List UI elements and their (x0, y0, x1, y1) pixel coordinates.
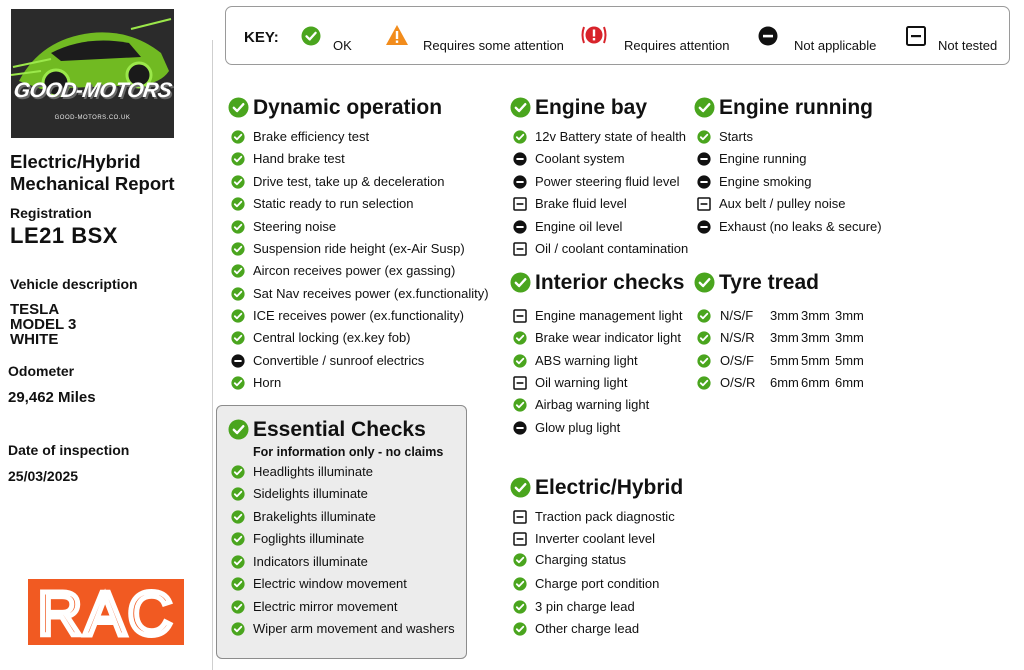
check-item-label: 12v Battery state of health (535, 129, 687, 144)
ok-icon (231, 600, 245, 617)
ok-icon (231, 287, 245, 304)
check-item-label: Engine smoking (719, 174, 812, 189)
ok-icon (510, 477, 531, 504)
check-item-label: Sidelights illuminate (253, 486, 368, 501)
check-item-label: ICE receives power (ex.functionality) (253, 308, 464, 323)
check-item-label: Glow plug light (535, 420, 621, 435)
tyre-position: N/S/F (720, 308, 754, 323)
report-title-line1: Electric/Hybrid (10, 151, 141, 172)
check-item-label: Brake wear indicator light (535, 330, 681, 345)
tyre-tread-depth: 6mm (801, 375, 830, 390)
ok-icon (231, 130, 245, 147)
check-item-label: ABS warning light (535, 353, 638, 368)
check-item-label: Oil warning light (535, 375, 628, 390)
ok-icon (513, 354, 527, 371)
vehicle-description-label: Vehicle description (10, 276, 138, 292)
not-tested-icon (697, 197, 711, 214)
registration-label: Registration (10, 205, 92, 221)
check-item-label: Airbag warning light (535, 397, 650, 412)
ok-icon (694, 97, 715, 124)
check-item-label: Exhaust (no leaks & secure) (719, 219, 882, 234)
ok-icon (697, 309, 711, 326)
not-tested-icon (513, 242, 527, 259)
report-title-line2: Mechanical Report (10, 173, 175, 194)
key-some-attention-label: Requires some attention (423, 38, 564, 53)
check-item-label: Steering noise (253, 219, 337, 234)
tyre-tread-depth: 5mm (801, 353, 830, 368)
tyre-position: N/S/R (720, 330, 755, 345)
ok-icon (513, 553, 527, 570)
odometer-label: Odometer (8, 363, 75, 379)
ok-icon (697, 376, 711, 393)
ok-icon (301, 26, 321, 51)
ok-icon (513, 600, 527, 617)
inspection-date-label: Date of inspection (8, 442, 130, 458)
tyre-tread-depth: 3mm (835, 330, 864, 345)
check-item-label: Foglights illuminate (253, 531, 365, 546)
not-applicable-icon (697, 220, 711, 237)
logo-tagline: GOOD-MOTORS.CO.UK (54, 115, 131, 121)
check-item-label: Power steering fluid level (535, 174, 680, 189)
check-item-label: Electric mirror movement (253, 599, 398, 614)
check-item-label: Brakelights illuminate (253, 509, 376, 524)
essential-checks-subtitle: For information only - no claims (253, 445, 444, 459)
check-item-label: Central locking (ex.key fob) (253, 330, 411, 345)
check-item-label: Other charge lead (535, 621, 640, 636)
ok-icon (694, 272, 715, 299)
not-applicable-icon (231, 354, 245, 371)
check-item-label: Aircon receives power (ex gassing) (253, 263, 456, 278)
not-applicable-icon (513, 175, 527, 192)
check-item-label: Aux belt / pulley noise (719, 196, 846, 211)
check-item-label: 3 pin charge lead (535, 599, 635, 614)
ok-icon (231, 242, 245, 259)
not-applicable-icon (513, 421, 527, 438)
ok-icon (513, 331, 527, 348)
tyre-tread-depth: 6mm (770, 375, 799, 390)
rac-logo-text: RAC (37, 580, 175, 645)
column-divider (212, 40, 213, 670)
warning-triangle-icon (385, 24, 409, 51)
tyre-tread-depth: 3mm (835, 308, 864, 323)
ok-icon (231, 376, 245, 393)
check-item-label: Engine management light (535, 308, 683, 323)
key-not-applicable-label: Not applicable (794, 38, 877, 53)
vehicle-model: MODEL 3 (10, 316, 77, 333)
ok-icon (231, 264, 245, 281)
ok-icon (228, 419, 249, 446)
tyre-position: O/S/R (720, 375, 756, 390)
ok-icon (231, 152, 245, 169)
logo-brand: GOOD-MOTORS (12, 79, 173, 102)
check-item-label: Horn (253, 375, 282, 390)
key-attention-label: Requires attention (624, 38, 730, 53)
not-tested-icon (906, 26, 926, 51)
status-key (225, 6, 1010, 65)
ok-icon (513, 398, 527, 415)
rac-logo-icon (28, 579, 184, 645)
not-tested-icon (513, 532, 527, 549)
ok-icon (231, 622, 245, 639)
check-item-label: Convertible / sunroof electrics (253, 353, 425, 368)
check-item-label: Starts (719, 129, 753, 144)
ok-icon (231, 197, 245, 214)
check-item-label: Inverter coolant level (535, 531, 655, 546)
tyre-tread-depth: 3mm (770, 330, 799, 345)
ok-icon (513, 622, 527, 639)
ok-icon (510, 97, 531, 124)
check-item-label: Static ready to run selection (253, 196, 414, 211)
check-item-label: Electric window movement (253, 576, 407, 591)
not-applicable-icon (758, 26, 778, 51)
ok-icon (231, 510, 245, 527)
rac-logo (28, 579, 184, 645)
check-item-label: Brake efficiency test (253, 129, 370, 144)
ok-icon (231, 331, 245, 348)
inspection-date-value: 25/03/2025 (8, 468, 79, 484)
not-applicable-icon (513, 220, 527, 237)
check-item-label: Charge port condition (535, 576, 660, 591)
vehicle-description (10, 302, 76, 347)
check-item-label: Headlights illuminate (253, 464, 373, 479)
not-applicable-icon (513, 152, 527, 169)
not-applicable-icon (697, 152, 711, 169)
ok-icon (697, 331, 711, 348)
tyre-tread-depth: 5mm (835, 353, 864, 368)
good-motors-logo (11, 9, 174, 138)
tyre-tread-depth: 6mm (835, 375, 864, 390)
check-item-label: Sat Nav receives power (ex.functionality) (253, 286, 489, 301)
odometer-value: 29,462 Miles (8, 389, 96, 406)
check-item-label: Suspension ride height (ex-Air Susp) (253, 241, 465, 256)
check-item-label: Coolant system (535, 151, 625, 166)
not-tested-icon (513, 376, 527, 393)
key-not-tested-label: Not tested (938, 38, 998, 53)
ok-icon (231, 555, 245, 572)
check-item-label: Brake fluid level (535, 196, 627, 211)
ok-icon (231, 532, 245, 549)
check-item-label: Engine oil level (535, 219, 623, 234)
check-item-label: Drive test, take up & deceleration (253, 174, 445, 189)
check-item-label: Traction pack diagnostic (535, 509, 675, 524)
ok-icon (231, 175, 245, 192)
ok-icon (510, 272, 531, 299)
tyre-tread-depth: 3mm (770, 308, 799, 323)
tyre-position: O/S/F (720, 353, 754, 368)
key-title: KEY: (244, 29, 279, 46)
check-item-label: Oil / coolant contamination (535, 241, 689, 256)
check-item-label: Charging status (535, 552, 627, 567)
ok-icon (697, 354, 711, 371)
check-item-label: Wiper arm movement and washers (253, 621, 455, 636)
ok-icon (697, 130, 711, 147)
check-item-label: Indicators illuminate (253, 554, 368, 569)
not-tested-icon (513, 197, 527, 214)
check-item-label: Hand brake test (253, 151, 345, 166)
report-title (10, 151, 205, 195)
ok-icon (228, 97, 249, 124)
tyre-tread-depth: 5mm (770, 353, 799, 368)
ok-icon (231, 309, 245, 326)
key-ok-label: OK (333, 38, 352, 53)
ok-icon (513, 130, 527, 147)
not-applicable-icon (697, 175, 711, 192)
vehicle-make: TESLA (10, 301, 60, 318)
ok-icon (231, 220, 245, 237)
vehicle-colour: WHITE (10, 331, 59, 348)
tyre-tread-depth: 3mm (801, 308, 830, 323)
tyre-tread-depth: 3mm (801, 330, 830, 345)
alert-icon (580, 23, 608, 52)
ok-icon (231, 465, 245, 482)
check-item-label: Engine running (719, 151, 807, 166)
ok-icon (231, 487, 245, 504)
registration-value: LE21 BSX (10, 223, 118, 248)
not-tested-icon (513, 309, 527, 326)
ok-icon (231, 577, 245, 594)
ok-icon (513, 577, 527, 594)
not-tested-icon (513, 510, 527, 527)
